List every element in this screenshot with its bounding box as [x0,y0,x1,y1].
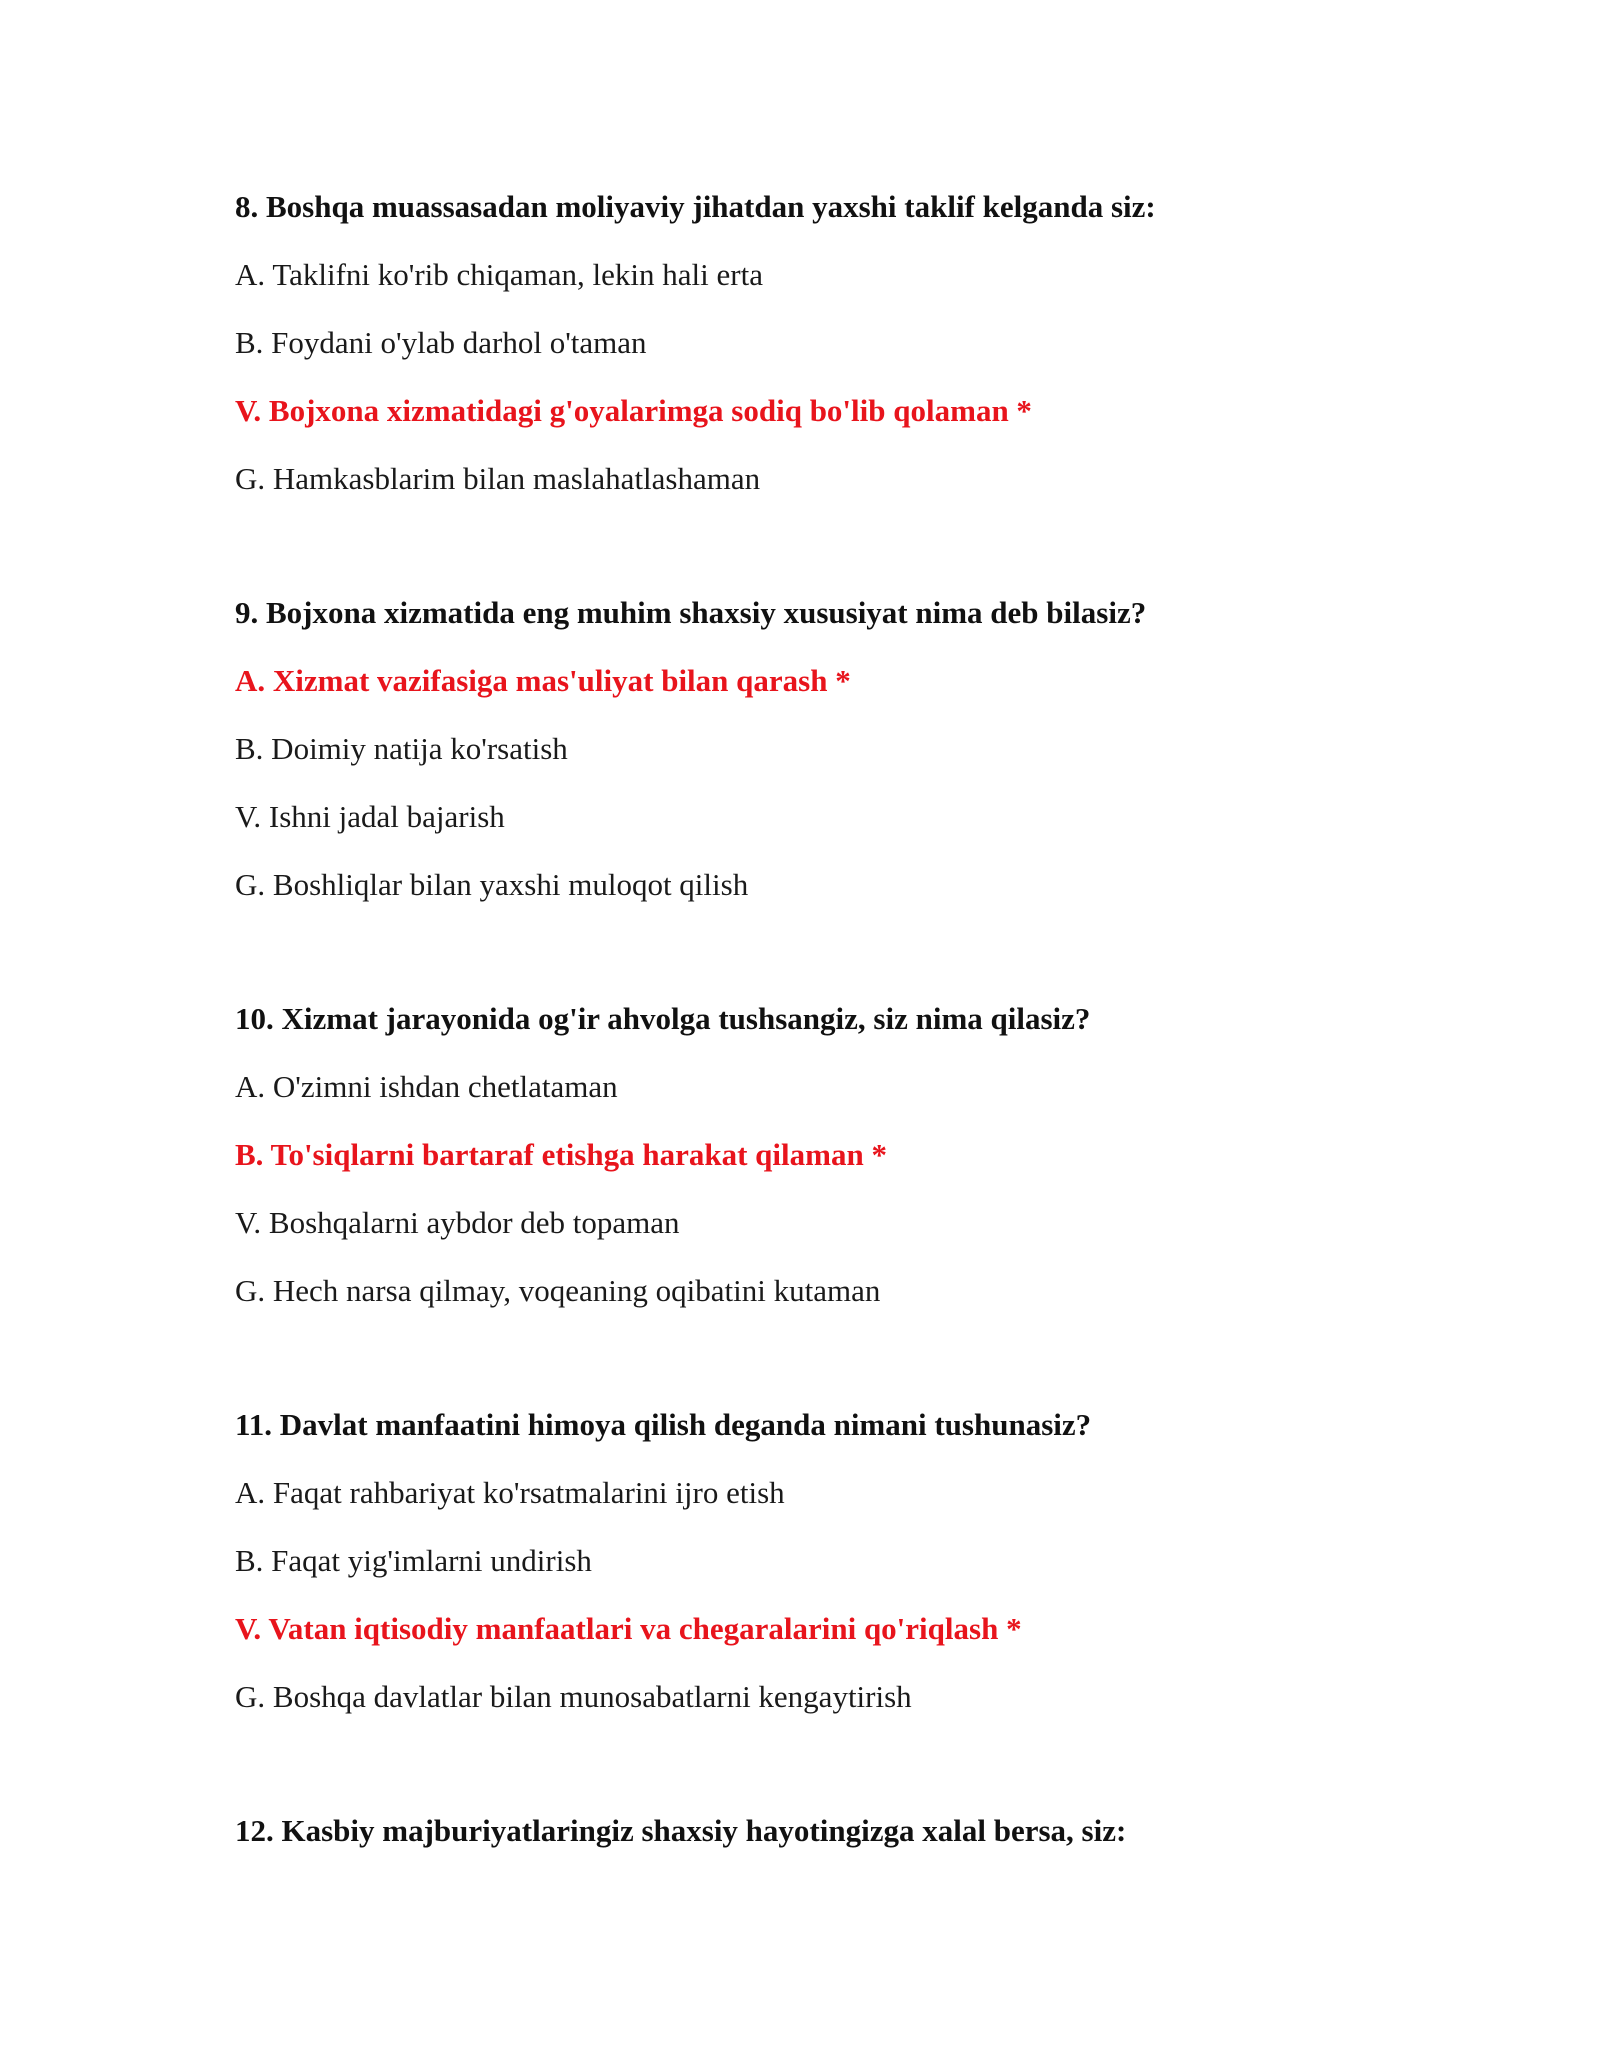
answer-option: A. Faqat rahbariyat ko'rsatmalarini ijro etish [235,1475,785,1510]
question-text: 8. Boshqa muassasadan moliyaviy jihatdan yaxshi taklif kelganda siz: [235,189,1156,224]
answer-option: V. Boshqalarni aybdor deb topaman [235,1205,680,1240]
answer-option: B. Faqat yig'imlarni undirish [235,1543,592,1578]
answer-option-correct: A. Xizmat vazifasiga mas'uliyat bilan qarash * [235,663,851,698]
question-text: 12. Kasbiy majburiyatlaringiz shaxsiy hayotingizga xalal bersa, siz: [235,1813,1127,1848]
question-block [235,1809,1435,1877]
answer-option-correct: B. To'siqlarni bartaraf etishga harakat qilaman * [235,1137,887,1172]
question-block [235,185,1435,525]
document-page [235,185,1435,1943]
answer-option: A. Taklifni ko'rib chiqaman, lekin hali erta [235,257,763,292]
answer-option: G. Hech narsa qilmay, voqeaning oqibatini kutaman [235,1273,881,1308]
answer-option-correct: V. Bojxona xizmatidagi g'oyalarimga sodiq bo'lib qolaman * [235,393,1032,428]
answer-option: A. O'zimni ishdan chetlataman [235,1069,618,1104]
answer-option-correct: V. Vatan iqtisodiy manfaatlari va chegaralarini qo'riqlash * [235,1611,1022,1646]
answer-option: G. Boshqa davlatlar bilan munosabatlarni kengaytirish [235,1679,912,1714]
question-text: 9. Bojxona xizmatida eng muhim shaxsiy xususiyat nima deb bilasiz? [235,595,1147,630]
answer-option: B. Doimiy natija ko'rsatish [235,731,568,766]
question-text: 10. Xizmat jarayonida og'ir ahvolga tushsangiz, siz nima qilasiz? [235,1001,1091,1036]
question-block [235,997,1435,1337]
question-block [235,591,1435,931]
answer-option: G. Boshliqlar bilan yaxshi muloqot qilish [235,867,749,902]
answer-option: V. Ishni jadal bajarish [235,799,505,834]
answer-option: B. Foydani o'ylab darhol o'taman [235,325,647,360]
question-text: 11. Davlat manfaatini himoya qilish deganda nimani tushunasiz? [235,1407,1092,1442]
question-block [235,1403,1435,1743]
answer-option: G. Hamkasblarim bilan maslahatlashaman [235,461,761,496]
